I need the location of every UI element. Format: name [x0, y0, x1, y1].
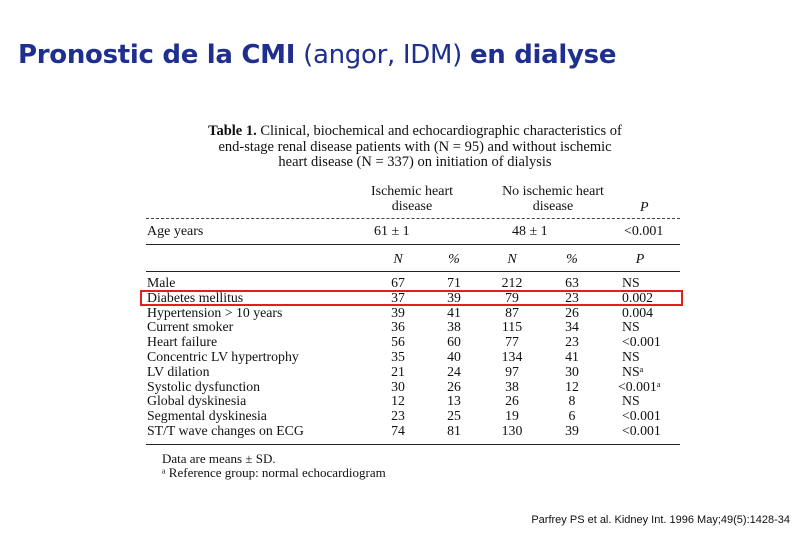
row-pct1: 25 [447, 408, 461, 424]
table-row [142, 335, 682, 350]
table-row [142, 424, 682, 439]
row-n2: 97 [505, 363, 519, 379]
row-label: ST/T wave changes on ECG [147, 422, 304, 438]
row-n1: 12 [391, 393, 405, 409]
age-rule [146, 244, 680, 245]
row-n1: 39 [391, 304, 405, 320]
row-n1: 23 [391, 408, 405, 424]
row-n2: 115 [501, 319, 523, 335]
sub-header-rule [146, 271, 680, 272]
age-p: <0.001 [624, 224, 664, 239]
caption-line-1: Clinical, biochemical and echocardiographic characteristics of [260, 123, 622, 139]
row-pct1: 71 [447, 275, 461, 290]
row-pct2: 63 [565, 275, 579, 290]
table-row [142, 291, 682, 306]
row-p: NS [622, 275, 640, 290]
row-n1: 21 [391, 363, 405, 379]
table-row [142, 306, 682, 321]
age-row [142, 224, 682, 240]
row-label: Segmental dyskinesia [147, 408, 267, 424]
row-n2: 79 [505, 289, 519, 305]
row-pct2: 6 [568, 408, 576, 424]
sub-header-row [142, 252, 682, 268]
row-pct1: 41 [447, 304, 461, 320]
table-row [142, 350, 682, 365]
header-rule [146, 218, 680, 219]
row-pct1: 60 [447, 334, 461, 350]
row-n1: 37 [391, 289, 405, 305]
table-row [142, 409, 682, 424]
row-pct1: 24 [447, 363, 461, 379]
row-pct1: 13 [447, 393, 461, 409]
row-n1: 30 [391, 378, 405, 394]
group-header-no-ischemic: No ischemic heart disease [502, 184, 604, 214]
bottom-rule [146, 444, 680, 445]
table-label: Table 1. [208, 123, 257, 139]
sub-header-n2: N [507, 252, 517, 267]
table-row [142, 276, 682, 291]
row-n2: 212 [501, 275, 523, 290]
row-label: Diabetes mellitus [147, 289, 244, 305]
table-row [142, 365, 682, 380]
reference-citation: Parfrey PS et al. Kidney Int. 1996 May;49(5):1428-34 [531, 514, 790, 526]
row-label: Male [147, 275, 176, 290]
p-header: P [640, 200, 649, 215]
row-p: <0.001 [622, 422, 661, 438]
row-p: 0.004 [622, 304, 654, 320]
row-p: <0.001 [622, 334, 661, 350]
row-label: Current smoker [147, 319, 234, 335]
row-pct1: 38 [447, 319, 461, 335]
row-label: Hypertension > 10 years [147, 304, 283, 320]
row-n2: 26 [505, 393, 519, 409]
sub-header-pct1: % [448, 252, 460, 267]
row-pct2: 41 [565, 348, 579, 364]
row-label: Heart failure [147, 334, 218, 350]
age-label: Age years [147, 224, 204, 239]
row-label: Global dyskinesia [147, 393, 247, 409]
row-pct1: 81 [447, 422, 461, 438]
row-n1: 36 [391, 319, 405, 335]
row-pct2: 23 [565, 289, 579, 305]
row-p: NS [622, 393, 640, 409]
row-pct2: 30 [565, 363, 579, 379]
row-p: 0.002 [622, 289, 654, 305]
table-row [142, 380, 682, 395]
slide-title [18, 40, 616, 70]
title-part-1: Pronostic de la CMI [18, 40, 296, 70]
row-p: NS [622, 348, 640, 364]
footnote-2: ᵃ Reference group: normal echocardiogram [162, 465, 386, 480]
row-n1: 56 [391, 334, 405, 350]
title-part-3: en dialyse [469, 40, 617, 70]
sub-header-p: P [635, 252, 645, 267]
caption-line-3: heart disease (N = 337) on initiation of dialysis [278, 154, 552, 170]
row-pct1: 26 [447, 378, 461, 394]
row-pct2: 39 [565, 422, 579, 438]
row-pct2: 12 [565, 378, 579, 394]
row-p: NS [622, 319, 640, 335]
row-p: NSᵃ [622, 363, 644, 379]
age-ischemic: 61 ± 1 [374, 224, 410, 239]
row-pct2: 26 [565, 304, 579, 320]
sub-header-n1: N [393, 252, 403, 267]
row-n2: 19 [505, 408, 519, 424]
table-row [142, 394, 682, 409]
row-n1: 67 [391, 275, 405, 290]
row-pct2: 8 [568, 393, 576, 409]
row-p: <0.001 [622, 408, 661, 424]
row-label: Systolic dysfunction [147, 378, 261, 394]
title-part-2: (angor, IDM) [303, 40, 462, 70]
row-pct2: 34 [565, 319, 579, 335]
row-label: Concentric LV hypertrophy [147, 348, 299, 364]
row-n2: 134 [501, 348, 523, 364]
table-caption [150, 124, 680, 171]
row-n2: 38 [505, 378, 519, 394]
row-n1: 74 [391, 422, 405, 438]
row-label: LV dilation [147, 363, 210, 379]
row-n2: 130 [501, 422, 523, 438]
group-header-ischemic: Ischemic heart disease [370, 184, 453, 214]
row-pct1: 40 [447, 348, 461, 364]
row-n2: 77 [505, 334, 519, 350]
row-n1: 35 [391, 348, 405, 364]
caption-line-2: end-stage renal disease patients with (N = 95) and without ischemic [218, 138, 612, 155]
row-p: <0.001ᵃ [618, 378, 661, 394]
scanned-table [142, 122, 682, 484]
table-row [142, 320, 682, 335]
footnote-1: Data are means ± SD. [162, 451, 276, 466]
sub-header-pct2: % [566, 252, 578, 267]
age-no-ischemic: 48 ± 1 [512, 224, 548, 239]
row-pct1: 39 [447, 289, 461, 305]
table-footnotes [162, 452, 386, 480]
row-n2: 87 [505, 304, 519, 320]
row-pct2: 23 [565, 334, 579, 350]
table-body [142, 276, 682, 439]
